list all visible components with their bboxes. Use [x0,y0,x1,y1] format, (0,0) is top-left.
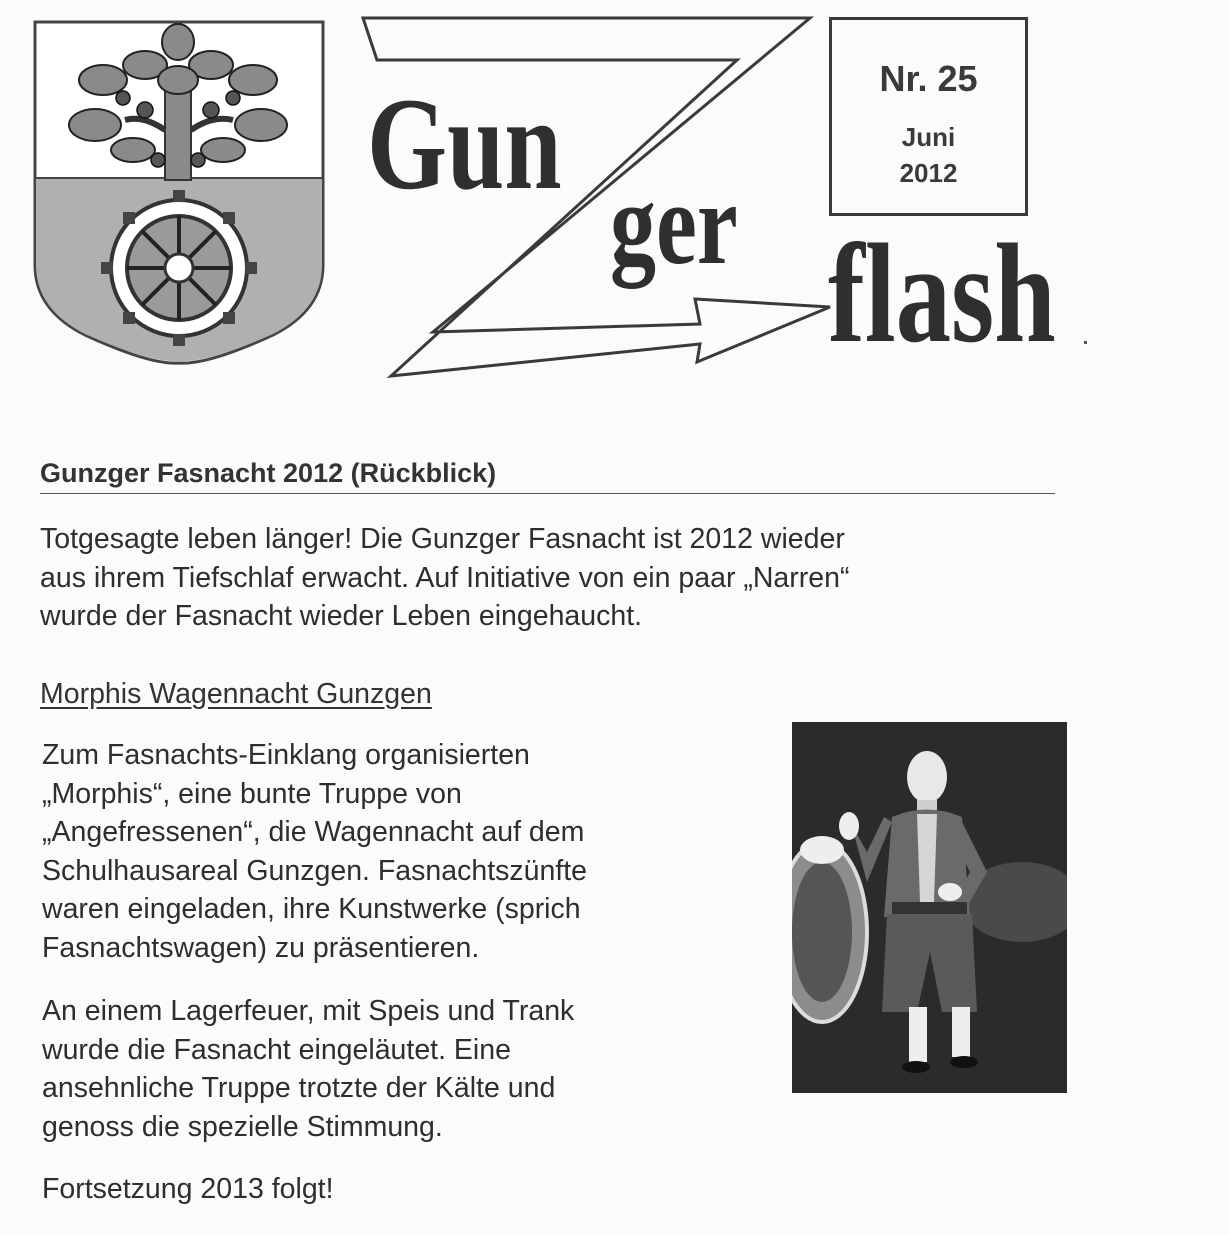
paragraph-1 [42,736,762,967]
article-title: Gunzger Fasnacht 2012 (Rückblick) [40,458,1055,494]
speck [1084,341,1087,344]
wheel-icon [101,190,257,346]
paragraph-2 [42,992,762,1146]
issue-number: Nr. 25 [879,58,978,99]
paragraph-line: wurde die Fasnacht eingeläutet. Eine [42,1033,511,1066]
issue-box [829,17,1028,216]
intro-line: Totgesagte leben länger! Die Gunzger Fasnacht ist 2012 wieder [40,523,845,555]
paragraph-line: ansehnliche Truppe trotzte der Kälte und [42,1072,556,1104]
costumed-man-photo [792,722,1067,1093]
coat-of-arms-logo [33,20,325,365]
intro-line: aus ihrem Tiefschlaf erwacht. Auf Initiative von ein paar „Narren“ [40,561,850,594]
issue-year: 2012 [899,158,958,188]
logo-word-gun: Gun [367,70,562,217]
paragraph-line: Zum Fasnachts-Einklang organisierten [42,739,530,771]
intro-paragraph [40,520,1040,636]
closing-line: Fortsetzung 2013 folgt! [42,1173,334,1205]
issue-month: Juni [901,122,956,152]
paragraph-line: genoss die spezielle Stimmung. [42,1110,443,1143]
paragraph-line: „Angefressenen“, die Wagennacht auf dem [42,816,585,848]
section-subtitle: Morphis Wagennacht Gunzgen [40,678,432,710]
paragraph-line: „Morphis“, eine bunte Truppe von [42,777,462,810]
paragraph-line: An einem Lagerfeuer, mit Speis und Trank [42,995,575,1027]
intro-line: wurde der Fasnacht wieder Leben eingehaucht. [40,600,643,632]
logo-word-ger: ger [610,158,738,289]
paragraph-line: Schulhausareal Gunzgen. Fasnachtszünfte [42,854,588,887]
paragraph-line: Fasnachtswagen) zu präsentieren. [42,931,480,964]
logo-word-flash: flash [828,214,1056,372]
paragraph-line: waren eingeladen, ihre Kunstwerke (sprich [42,893,581,925]
